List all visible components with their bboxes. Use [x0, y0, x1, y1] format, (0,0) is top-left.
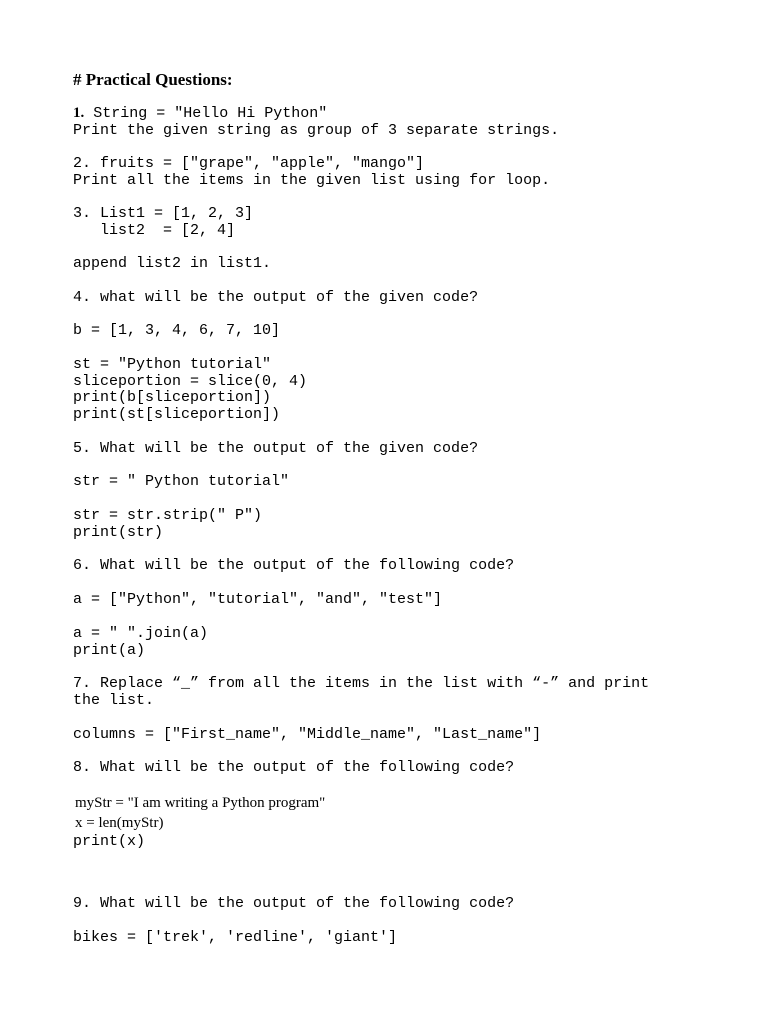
q6-line3: print(a): [73, 642, 146, 659]
q7-question-line1: 7. Replace “_” from all the items in the list with “-” and print: [73, 675, 650, 692]
q7-question-line2: the list.: [73, 692, 155, 709]
q1-code: String = "Hello Hi Python": [84, 105, 328, 122]
q6-line2: a = " ".join(a): [73, 625, 209, 642]
q2-text: Print all the items in the given list using for loop.: [73, 172, 551, 189]
q5-question: 5. What will be the output of the given code?: [73, 440, 479, 457]
q1-code-line: [73, 105, 327, 122]
q3-line1: 3. List1 = [1, 2, 3]: [73, 205, 254, 222]
q8-line2: x = len(myStr): [75, 815, 164, 831]
q7-line1: columns = ["First_name", "Middle_name", "Last_name"]: [73, 726, 542, 743]
q4-line3: sliceportion = slice(0, 4): [73, 373, 308, 390]
q6-line1: a = ["Python", "tutorial", "and", "test"]: [73, 591, 443, 608]
q4-line1: b = [1, 3, 4, 6, 7, 10]: [73, 322, 281, 339]
q8-line1: myStr = "I am writing a Python program": [75, 795, 326, 811]
q4-line4: print(b[sliceportion]): [73, 389, 272, 406]
q4-line5: print(st[sliceportion]): [73, 406, 281, 423]
q5-line1: str = " Python tutorial": [73, 473, 290, 490]
q3-text: append list2 in list1.: [73, 255, 272, 272]
q9-line1: bikes = ['trek', 'redline', 'giant']: [73, 929, 398, 946]
q8-line3: print(x): [73, 833, 146, 850]
q8-question: 8. What will be the output of the following code?: [73, 759, 515, 776]
q6-question: 6. What will be the output of the following code?: [73, 557, 515, 574]
q4-line2: st = "Python tutorial": [73, 356, 272, 373]
page-title: # Practical Questions:: [73, 70, 233, 89]
q5-line2: str = str.strip(" P"): [73, 507, 263, 524]
q1-text: Print the given string as group of 3 separate strings.: [73, 122, 560, 139]
q1-number: 1.: [73, 105, 85, 121]
q4-question: 4. what will be the output of the given code?: [73, 289, 479, 306]
q3-line2: list2 = [2, 4]: [73, 222, 236, 239]
q2-code: 2. fruits = ["grape", "apple", "mango"]: [73, 155, 425, 172]
q5-line3: print(str): [73, 524, 164, 541]
q9-question: 9. What will be the output of the following code?: [73, 895, 515, 912]
